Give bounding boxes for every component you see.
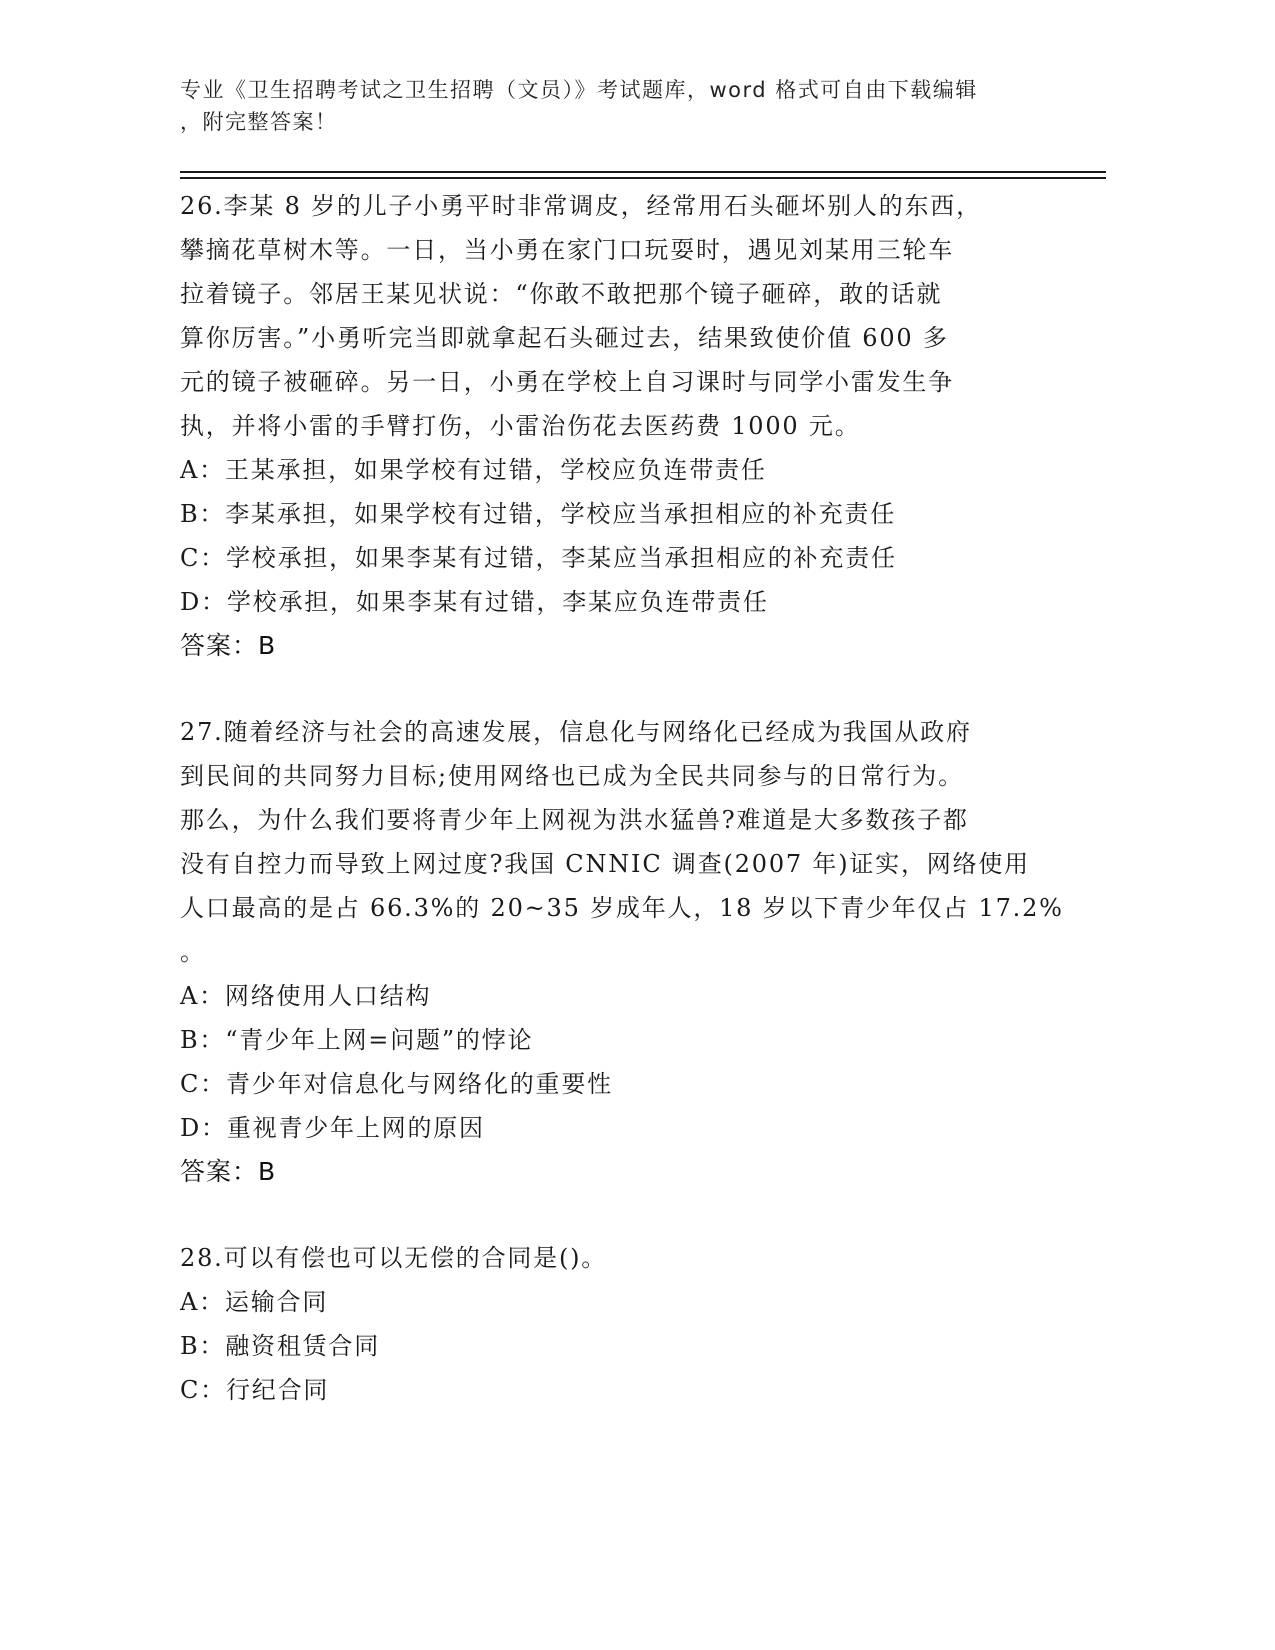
- option-a: A：运输合同: [180, 1288, 329, 1316]
- option-a: A：网络使用人口结构: [180, 982, 432, 1010]
- answer-label: 答案：B: [180, 631, 277, 660]
- question-text-line: 27.随着经济与社会的高速发展，信息化与网络化已经成为我国从政府: [180, 718, 972, 746]
- option-c: C：学校承担，如果李某有过错，李某应当承担相应的补充责任: [180, 544, 897, 572]
- option-b: B：“青少年上网=问题”的悖论: [180, 1026, 534, 1054]
- option-c: C：青少年对信息化与网络化的重要性: [180, 1070, 613, 1098]
- option-b: B：融资租赁合同: [180, 1332, 381, 1360]
- answer-label: 答案：B: [180, 1157, 277, 1186]
- question-text-line: 。: [180, 938, 206, 966]
- question-text-line: 攀摘花草树木等。一日，当小勇在家门口玩耍时，遇见刘某用三轮车: [180, 236, 954, 264]
- question-text-line: 26.李某 8 岁的儿子小勇平时非常调皮，经常用石头砸坏别人的东西，: [180, 192, 982, 220]
- document-header: [180, 74, 1060, 138]
- question-text-line: 到民间的共同努力目标;使用网络也已成为全民共同参与的日常行为。: [180, 762, 964, 790]
- spacer: [180, 1194, 1060, 1236]
- option-d: D：重视青少年上网的原因: [180, 1114, 485, 1142]
- spacer: [180, 668, 1060, 710]
- question-text-line: 那么，为什么我们要将青少年上网视为洪水猛兽?难道是大多数孩子都: [180, 806, 969, 834]
- question-text-line: 拉着镜子。邻居王某见状说：“你敢不敢把那个镜子砸碎，敢的话就: [180, 280, 943, 308]
- option-d: D：学校承担，如果李某有过错，李某应负连带责任: [180, 588, 769, 616]
- question-26: [180, 184, 1060, 668]
- question-text-line: 没有自控力而导致上网过度?我国 CNNIC 调查(2007 年)证实，网络使用: [180, 850, 1030, 878]
- option-a: A：王某承担，如果学校有过错，学校应负连带责任: [180, 456, 767, 484]
- question-27: [180, 710, 1064, 1194]
- question-text-line: 算你厉害。”小勇听完当即就拿起石头砸过去，结果致使价值 600 多: [180, 324, 949, 352]
- option-b: B：李某承担，如果学校有过错，学校应当承担相应的补充责任: [180, 500, 897, 528]
- question-text-line: 28.可以有偿也可以无偿的合同是()。: [180, 1244, 608, 1272]
- header-line-2: ，附完整答案！: [180, 110, 338, 134]
- question-28: [180, 1236, 1060, 1412]
- header-rule-bottom: [180, 177, 1106, 179]
- question-list: [180, 184, 1064, 1412]
- question-text-line: 人口最高的是占 66.3%的 20~35 岁成年人，18 岁以下青少年仅占 17.2%: [180, 894, 1064, 922]
- option-c: C：行纪合同: [180, 1376, 330, 1404]
- header-rule-top: [180, 171, 1106, 173]
- question-text-line: 元的镜子被砸碎。另一日，小勇在学校上自习课时与同学小雷发生争: [180, 368, 954, 396]
- header-line-1: 专业《卫生招聘考试之卫生招聘（文员）》考试题库，word 格式可自由下载编辑: [180, 78, 978, 102]
- question-text-line: 执，并将小雷的手臂打伤，小雷治伤花去医药费 1000 元。: [180, 412, 861, 440]
